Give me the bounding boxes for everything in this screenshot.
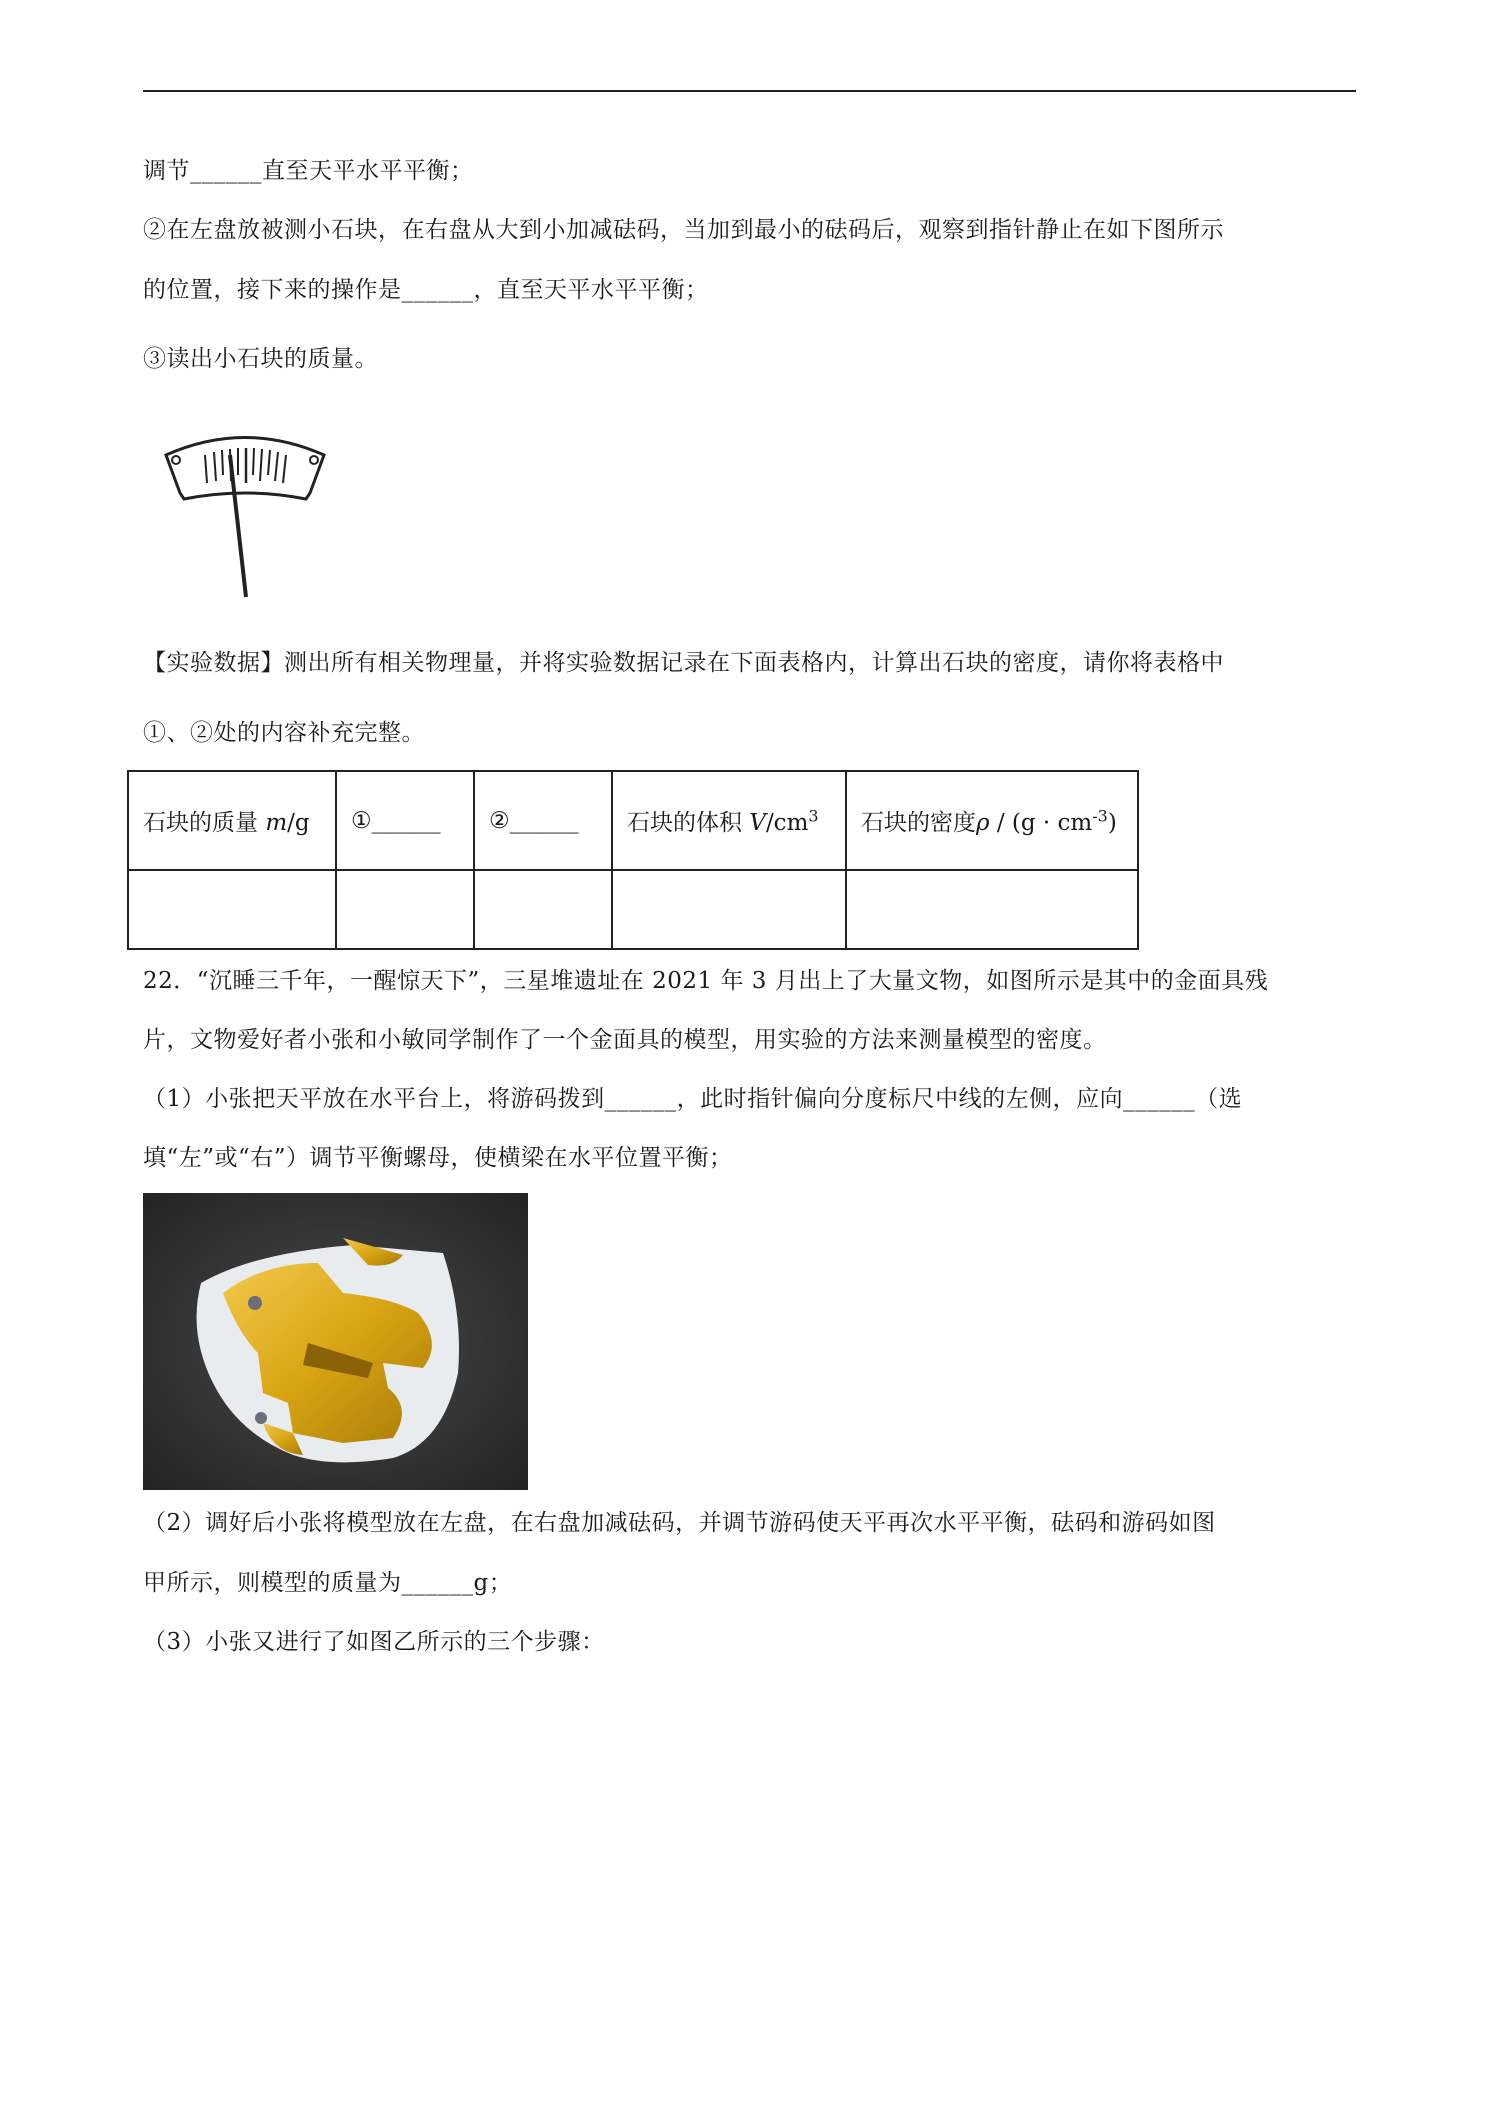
text-line: ②在左盘放被测小石块，在右盘从大到小加减砝码，当加到最小的砝码后，观察到指针静止在如下图所示 [143,217,1224,243]
text-line: （2）调好后小张将模型放在左盘，在右盘加减砝码，并调节游码使天平再次水平平衡，砝码和游码如图 [143,1510,1216,1536]
text-line: 片，文物爱好者小张和小敏同学制作了一个金面具的模型，用实验的方法来测量模型的密度。 [143,1027,1107,1053]
table-cell: ①______ [336,771,474,870]
header-rule [143,90,1356,92]
text-line: ③读出小石块的质量。 [143,346,378,372]
table-row [128,870,1138,949]
text-line: 的位置，接下来的操作是______，直至天平水平平衡； [143,277,709,303]
text-line: 调节______直至天平水平平衡； [143,158,474,184]
table-header-row [128,771,1138,870]
table-cell: 石块的密度$\rho / (g \cdot cm^{-3})$ [846,771,1138,870]
text-line: （3）小张又进行了如图乙所示的三个步骤： [143,1629,605,1655]
text-line: 【实验数据】测出所有相关物理量，并将实验数据记录在下面表格内，计算出石块的密度，请你将表格中 [143,650,1224,676]
text-line: 甲所示，则模型的质量为______g； [143,1570,513,1596]
balance-pointer-figure [160,425,330,605]
text-line: ①、②处的内容补充完整。 [143,720,425,746]
table-cell: ②______ [474,771,612,870]
gold-mask-photo [143,1193,528,1490]
text-line: （1）小张把天平放在水平台上，将游码拨到______，此时指针偏向分度标尺中线的左侧，应向______（选 [143,1086,1243,1112]
table-cell: 石块的质量 m/g [128,771,336,870]
text-line: 22．“沉睡三千年，一醒惊天下”，三星堆遗址在 2021 年 3 月出上了大量文物，如图所示是其中的金面具残 [143,968,1269,994]
text-line: 填“左”或“右”）调节平衡螺母，使横梁在水平位置平衡； [143,1145,733,1171]
table-cell[interactable] [474,870,612,949]
table-cell: 石块的体积 $V/cm^3$ [612,771,846,870]
table-cell[interactable] [336,870,474,949]
data-table [127,770,1139,950]
table-cell[interactable] [128,870,336,949]
table-cell[interactable] [612,870,846,949]
table-cell[interactable] [846,870,1138,949]
